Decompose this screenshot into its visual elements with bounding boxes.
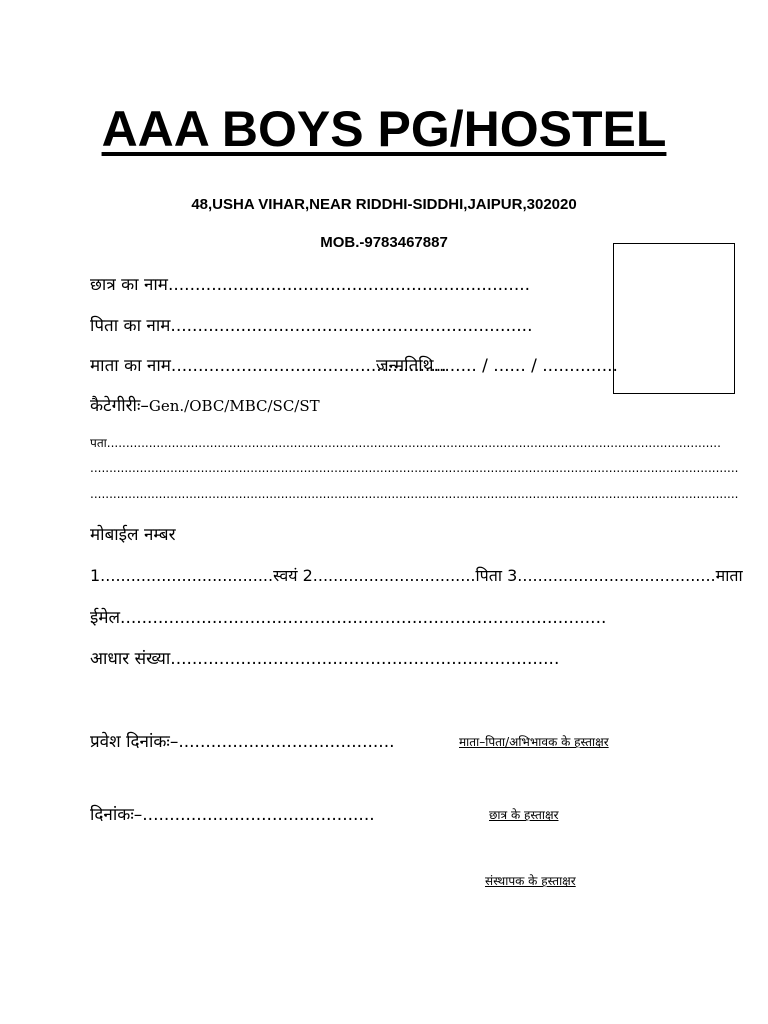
address-field-line-2: ..........................................................................................................................................................................: [90, 461, 739, 475]
photo-box: [613, 243, 735, 394]
address-field-line-1: पता.................................................................................................................................................................: [90, 436, 721, 450]
mother-name-field: माता का नाम...................................................: [90, 356, 447, 376]
admission-date-field: प्रवेश दिनांकः–........................................: [90, 732, 395, 752]
mobile-numbers-field: 1..................................स्वयं 2................................पिता 3.......................................माता: [90, 566, 743, 585]
mobile-heading: मोबाईल नम्बर: [90, 525, 176, 545]
mobile-number: MOB.-9783467887: [320, 234, 448, 251]
aadhaar-field: आधार संख्या........................................................................: [90, 649, 560, 669]
category-label: कैटेगीरीः–: [90, 396, 149, 416]
email-field: ईमेल..........................................................................................: [90, 608, 607, 628]
founder-signature-label: संस्थापक के हस्ताक्षर: [485, 874, 576, 888]
category-field: [90, 393, 320, 416]
parent-signature-label: माता–पिता/अभिभावक के हस्ताक्षर: [459, 735, 609, 749]
student-name-field: छात्र का नाम...................................................................: [90, 275, 531, 295]
address-field-line-3: ..........................................................................................................................................................................: [90, 487, 739, 501]
father-name-field: पिता का नाम...................................................................: [90, 316, 533, 336]
student-signature-label: छात्र के हस्ताक्षर: [489, 808, 559, 822]
date-field: दिनांकः–...........................................: [90, 805, 375, 825]
dob-field: जन्मतिथि........ / ...... / ..............: [376, 356, 618, 376]
category-options: Gen./OBC/MBC/SC/ST: [148, 397, 320, 415]
page-title: AAA BOYS PG/HOSTEL: [101, 101, 667, 157]
address-line: 48,USHA VIHAR,NEAR RIDDHI-SIDDHI,JAIPUR,302020: [191, 196, 577, 213]
